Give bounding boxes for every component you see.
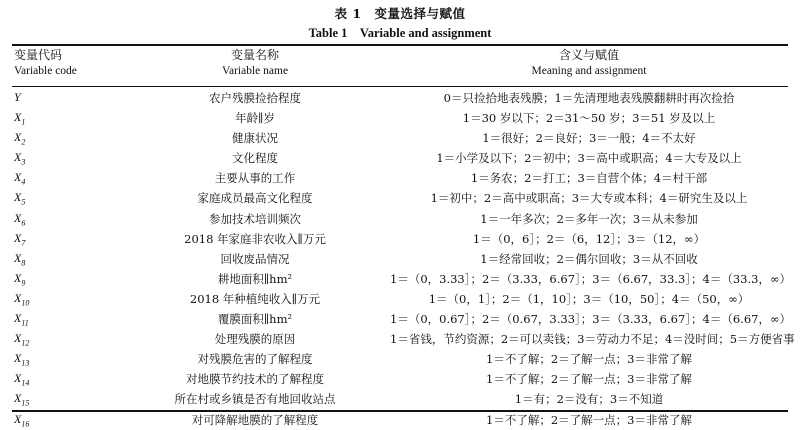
variable-code [14,211,25,227]
variable-code-subscript: 5 [21,197,26,207]
bottom-rule [12,410,788,412]
variable-code [14,90,21,106]
table-row [12,148,788,168]
variable-code-letter: X [14,270,22,285]
header-meaning-cn: 含义与赋值 [558,48,619,62]
top-rule [12,44,788,46]
header-rule [12,86,788,87]
variable-code-letter: X [14,110,22,125]
variable-name: 处理残膜的原因 [214,332,296,347]
variable-name: 健康状况 [232,131,278,146]
variable-code-letter: X [14,250,22,265]
variable-meaning: 1＝30 岁以下；2＝31～50 岁；3＝51 岁及以上 [462,111,716,126]
variable-meaning: 1＝有；2＝没有；3＝不知道 [514,392,664,407]
variable-name: 2018 年家庭非农收入∥万元 [184,231,326,246]
variable-meaning: 1＝省钱，节约资源；2＝可以卖钱；3＝劳动力不足；4＝没时间；5＝方便省事 [390,332,795,347]
variable-meaning: 1＝（0，3.33］；2＝（3.33，6.67］；3＝（6.67，33.3］；4＝（33.3，∞） [390,271,792,286]
variable-code-subscript: 15 [21,398,30,408]
variable-name: 主要从事的工作 [214,171,296,186]
variable-code [14,351,29,367]
variable-code-subscript: 6 [21,217,26,227]
variable-code [14,170,25,186]
variable-code-letter: X [14,391,22,406]
variable-code-letter: X [14,130,22,145]
variable-name: 文化程度 [232,151,278,166]
variable-name: 耕地面积∥hm² [217,271,293,286]
variable-code [14,371,29,387]
variable-meaning: 1＝初中；2＝高中或职高；3＝大专或本科；4＝研究生及以上 [430,191,748,206]
variable-code-letter: X [14,411,22,426]
table-row [12,108,788,128]
variable-code-letter: X [14,331,22,346]
variable-meaning: 1＝（0，1］；2＝（1，10］；3＝（10，50］；4＝（50，∞） [428,291,750,306]
variable-name: 年龄∥岁 [235,111,275,126]
variable-code-subscript: 13 [21,358,30,368]
variable-code-letter: X [14,230,22,245]
variable-meaning: 1＝不了解；2＝了解一点；3＝非常了解 [486,412,692,427]
header-variable-code [14,47,124,79]
header-variable-name [132,47,378,79]
table-row [12,329,795,349]
variable-code-subscript: 11 [21,318,29,328]
variable-code [14,130,25,146]
variable-code [14,190,25,206]
variable-code-letter: X [14,311,22,326]
variable-meaning: 1＝不了解；2＝了解一点；3＝非常了解 [486,352,692,367]
table-caption-en: Table 1 Variable and assignment [308,26,492,40]
variable-code [14,231,25,247]
variable-name: 对可降解地膜的了解程度 [191,412,319,427]
table-row [12,369,788,389]
variable-code [14,251,25,267]
variable-code-subscript: 1 [21,117,26,127]
variable-name: 农户残膜捡拾程度 [209,91,301,105]
table-row [12,349,788,369]
variable-meaning: 0＝只捡拾地表残膜；1＝先清理地表残膜翻耕时再次捡拾 [443,91,735,105]
variable-meaning: 1＝不了解；2＝了解一点；3＝非常了解 [486,372,692,387]
variable-code-letter: X [14,150,22,165]
variable-code [14,291,29,307]
table-row [12,249,788,269]
table-row [12,168,788,188]
variable-meaning: 1＝一年多次；2＝多年一次；3＝从未参加 [480,211,698,226]
variable-meaning: 1＝（0，6］；2＝（6，12］；3＝（12，∞） [472,231,706,246]
variable-code-letter: X [14,351,22,366]
variable-code [14,110,25,126]
table-row [12,88,788,108]
table-row [12,209,788,229]
variable-code [14,311,29,327]
variable-code-letter: X [14,290,22,305]
variable-code-letter: Y [14,90,21,104]
variable-name: 所在村或乡镇是否有地回收站点 [174,392,336,407]
variable-code-letter: X [14,190,22,205]
variable-meaning: 1＝小学及以下；2＝初中；3＝高中或职高；4＝大专及以上 [436,151,742,166]
variable-code-subscript: 16 [21,418,30,428]
variable-code-subscript: 12 [21,338,30,348]
table-row [12,128,788,148]
table-row [12,309,792,329]
variable-code-letter: X [14,210,22,225]
table-row [12,229,788,249]
variable-code-letter: X [14,371,22,386]
variable-code [14,271,25,287]
variable-code-subscript: 14 [21,378,30,388]
variable-code-subscript: 7 [21,238,26,248]
variable-name: 2018 年种植纯收入∥万元 [189,291,321,306]
variable-meaning: 1＝很好；2＝良好；3＝一般；4＝不太好 [482,131,696,146]
table-row [12,188,788,208]
variable-meaning: 1＝务农；2＝打工；3＝自营个体；4＝村干部 [470,171,708,186]
variable-meaning: 1＝（0，0.67］；2＝（0.67，3.33］；3＝（3.33，6.67］；4＝（6.67，∞） [390,312,792,327]
variable-code-subscript: 9 [21,278,26,288]
table-caption-cn: 表 1 变量选择与赋值 [334,6,466,21]
variable-name: 家庭成员最高文化程度 [197,191,313,206]
variable-name: 回收废品情况 [220,251,290,266]
variable-code-subscript: 2 [21,137,26,147]
variable-code-subscript: 10 [21,298,30,308]
variable-name: 覆膜面积∥hm² [217,312,293,327]
header-code-en: Variable code [14,65,77,77]
header-code-cn: 变量代码 [14,48,63,62]
variable-name: 对残膜危害的了解程度 [197,352,313,367]
variable-name: 参加技术培训频次 [209,211,301,226]
variable-code [14,150,25,166]
table-body [12,88,795,430]
table-row [12,289,788,309]
table-row [12,410,788,430]
variable-code-subscript: 3 [21,157,26,167]
variable-code-subscript: 8 [21,258,26,268]
variable-meaning: 1＝经常回收；2＝偶尔回收；3＝从不回收 [480,251,698,266]
header-meaning [390,47,788,79]
header-name-en: Variable name [221,65,289,77]
variable-code-letter: X [14,170,22,185]
table-row [12,269,792,289]
variable-code [14,391,29,407]
variable-code [14,331,29,347]
variable-code-subscript: 4 [21,177,26,187]
variable-name: 对地膜节约技术的了解程度 [186,372,324,387]
table-row [12,389,788,409]
header-name-cn: 变量名称 [230,48,279,62]
header-meaning-en: Meaning and assignment [531,65,647,77]
